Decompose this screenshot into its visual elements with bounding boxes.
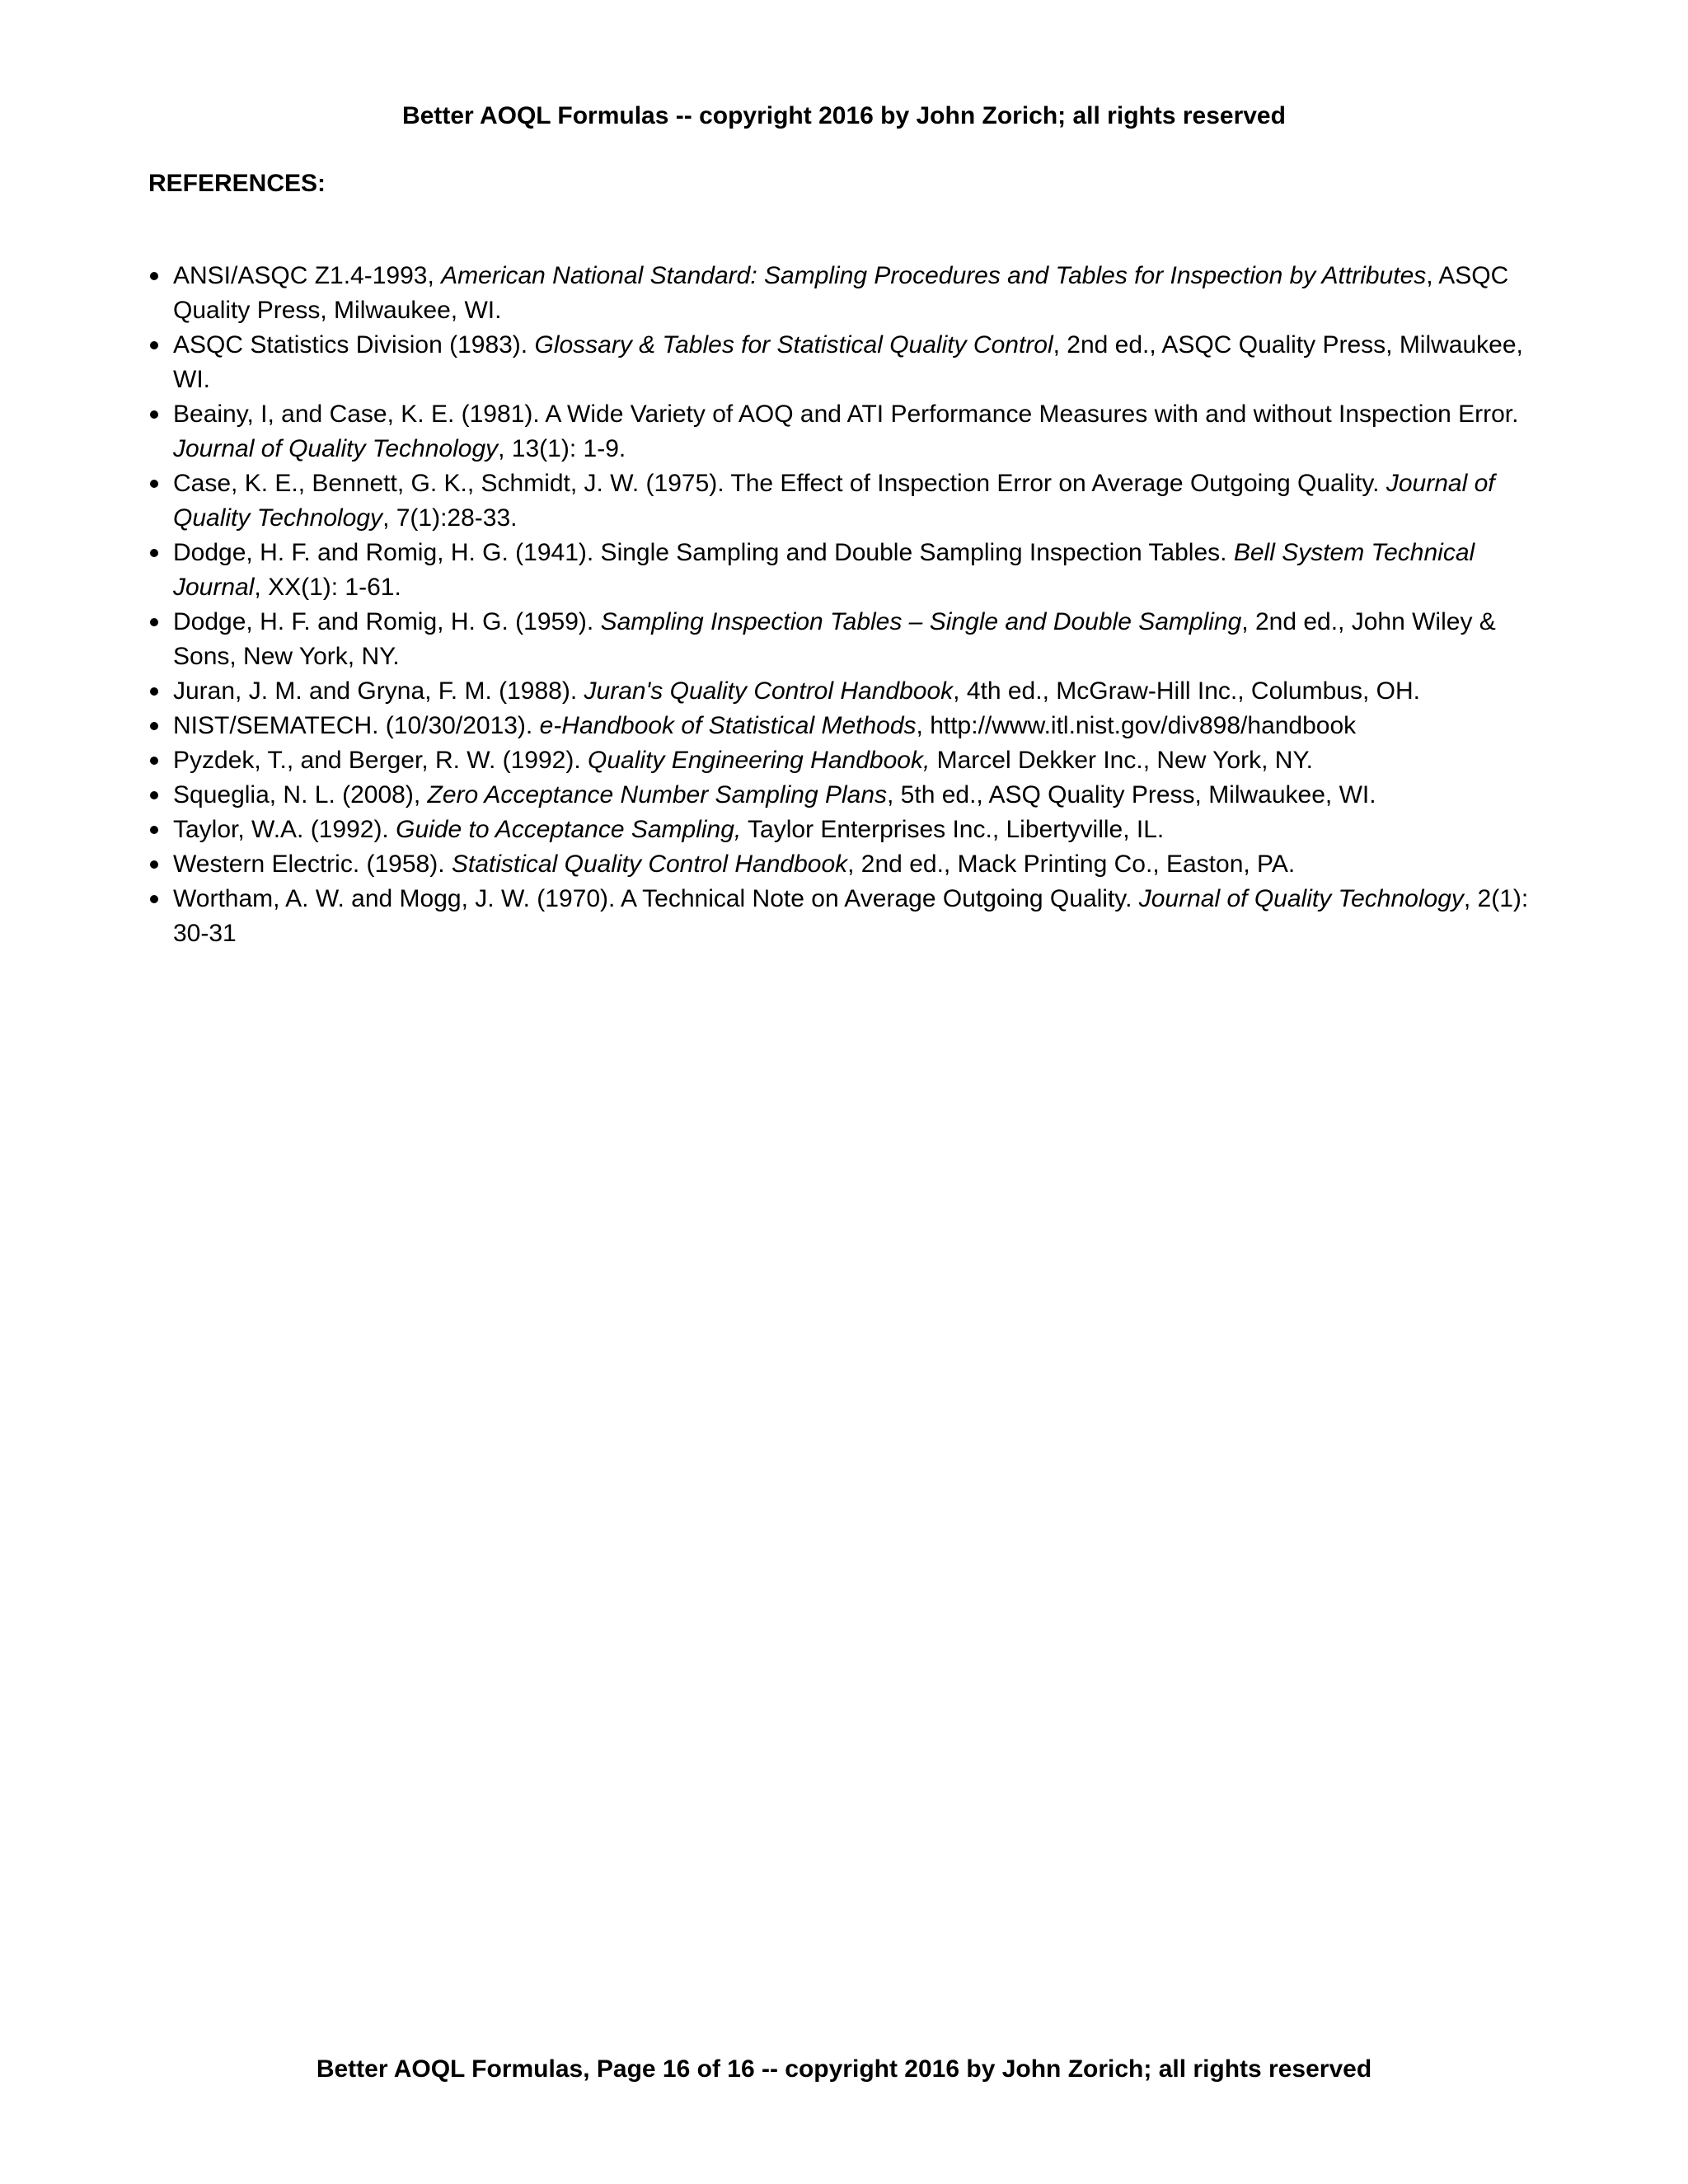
reference-item bbox=[148, 882, 1533, 951]
reference-title: Journal of Quality Technology bbox=[173, 435, 499, 462]
reference-authors: Dodge, H. F. and Romig, H. G. (1959). bbox=[173, 608, 601, 635]
reference-item bbox=[148, 397, 1533, 466]
reference-details: , 2nd ed., John Wiley & Sons, New York, NY. bbox=[173, 608, 1496, 670]
reference-authors: ASQC Statistics Division (1983). bbox=[173, 331, 535, 359]
reference-details: , XX(1): 1-61. bbox=[254, 574, 401, 601]
reference-item bbox=[148, 743, 1533, 778]
reference-authors: Beainy, I, and Case, K. E. (1981). A Wide Variety of AOQ and ATI Performance Measures with and without Inspection Error. bbox=[173, 401, 1519, 428]
reference-title: American National Standard: Sampling Procedures and Tables for Inspection by Attributes bbox=[441, 262, 1427, 289]
reference-item bbox=[148, 466, 1533, 536]
reference-item bbox=[148, 813, 1533, 847]
reference-title: Guide to Acceptance Sampling, bbox=[396, 816, 742, 843]
reference-details: , 5th ed., ASQ Quality Press, Milwaukee, WI. bbox=[887, 781, 1376, 808]
reference-title: Journal of Quality Technology bbox=[173, 470, 1495, 532]
reference-list bbox=[148, 259, 1533, 951]
reference-authors: Pyzdek, T., and Berger, R. W. (1992). bbox=[173, 747, 588, 774]
page-header: Better AOQL Formulas -- copyright 2016 by John Zorich; all rights reserved bbox=[402, 102, 1286, 129]
reference-details: , 2nd ed., ASQC Quality Press, Milwaukee, WI. bbox=[173, 331, 1523, 393]
reference-title: e-Handbook of Statistical Methods bbox=[539, 712, 917, 739]
reference-title: Bell System Technical Journal bbox=[173, 539, 1475, 601]
reference-title: Statistical Quality Control Handbook bbox=[451, 851, 848, 878]
reference-title: Quality Engineering Handbook, bbox=[588, 747, 931, 774]
reference-item bbox=[148, 259, 1533, 328]
reference-authors: Squeglia, N. L. (2008), bbox=[173, 781, 428, 808]
reference-details: Marcel Dekker Inc., New York, NY. bbox=[930, 747, 1313, 774]
reference-item bbox=[148, 536, 1533, 605]
reference-title: Zero Acceptance Number Sampling Plans bbox=[427, 781, 888, 808]
page-footer: Better AOQL Formulas, Page 16 of 16 -- copyright 2016 by John Zorich; all rights reserved bbox=[316, 2055, 1372, 2083]
reference-authors: ANSI/ASQC Z1.4-1993, bbox=[173, 262, 442, 289]
reference-item bbox=[148, 778, 1533, 813]
reference-details: Taylor Enterprises Inc., Libertyville, IL. bbox=[741, 816, 1165, 843]
reference-title: Juran's Quality Control Handbook bbox=[584, 677, 954, 705]
reference-authors: Case, K. E., Bennett, G. K., Schmidt, J. W. (1975). The Effect of Inspection Error on Average Outgoing Quality. bbox=[173, 470, 1386, 497]
reference-details: , 2(1): 30-31 bbox=[173, 885, 1529, 947]
reference-authors: NIST/SEMATECH. (10/30/2013). bbox=[173, 712, 540, 739]
reference-item bbox=[148, 847, 1533, 882]
reference-title: Journal of Quality Technology bbox=[1138, 885, 1464, 912]
reference-item bbox=[148, 328, 1533, 397]
reference-details: , ASQC Quality Press, Milwaukee, WI. bbox=[173, 262, 1509, 324]
reference-authors: Wortham, A. W. and Mogg, J. W. (1970). A Technical Note on Average Outgoing Quality. bbox=[173, 885, 1139, 912]
reference-details: , 2nd ed., Mack Printing Co., Easton, PA. bbox=[847, 851, 1296, 878]
reference-details: , 4th ed., McGraw-Hill Inc., Columbus, OH. bbox=[953, 677, 1420, 705]
reference-item bbox=[148, 709, 1533, 743]
reference-authors: Taylor, W.A. (1992). bbox=[173, 816, 396, 843]
reference-details: , 7(1):28-33. bbox=[382, 504, 518, 532]
reference-details: , 13(1): 1-9. bbox=[498, 435, 626, 462]
reference-authors: Western Electric. (1958). bbox=[173, 851, 452, 878]
reference-item bbox=[148, 674, 1533, 709]
reference-item bbox=[148, 605, 1533, 674]
reference-details: , http://www.itl.nist.gov/div898/handbook bbox=[916, 712, 1357, 739]
section-heading: REFERENCES: bbox=[148, 170, 326, 197]
reference-authors: Juran, J. M. and Gryna, F. M. (1988). bbox=[173, 677, 584, 705]
reference-title: Sampling Inspection Tables – Single and Double Sampling bbox=[600, 608, 1242, 635]
reference-title: Glossary & Tables for Statistical Quality Control bbox=[534, 331, 1053, 359]
reference-authors: Dodge, H. F. and Romig, H. G. (1941). Single Sampling and Double Sampling Inspection Tables. bbox=[173, 539, 1234, 566]
